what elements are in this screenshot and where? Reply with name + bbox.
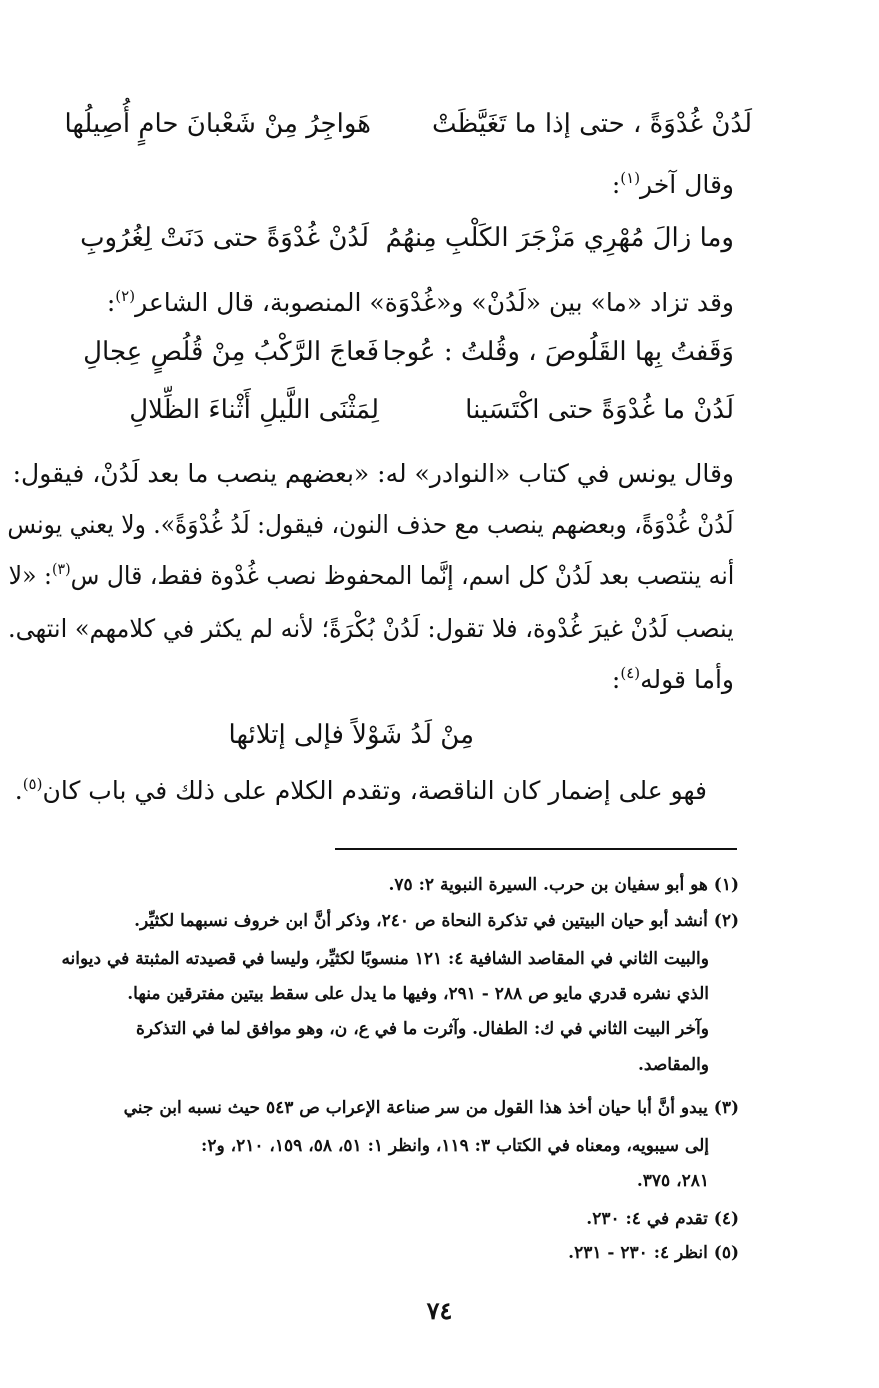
para-line-2: لَدُنْ غُدْوَةً، وبعضهم ينصب مع حذف النون، فيقول: لَدُ غُدْوَةً». ولا يعني يونس <box>7 510 734 539</box>
para-line-5-colon: : <box>611 665 621 694</box>
page-number: ٧٤ <box>426 1296 453 1325</box>
footnote-3: (٣) يبدو أنَّ أبا حيان أخذ هذا القول من سر صناعة الإعراب ص ٥٤٣ حيث نسبه ابن جني <box>123 1098 739 1118</box>
intro-2-colon: : <box>611 170 621 199</box>
para-line-4: ينصب لَدُنْ غيرَ غُدْوة، فلا تقول: لَدُنْ بُكْرَةً؛ لأنه لم يكثر في كلامهم» انتهى. <box>8 614 734 643</box>
footnote-3-line-2: إلى سيبويه، ومعناه في الكتاب ٣: ١١٩، وانظر ١: ٥١، ٥٨، ١٥٩، ٢١٠، و٢: <box>201 1136 709 1156</box>
verse-4: مِنْ لَدُ شَوْلاً فإلى إتلائها <box>228 720 474 750</box>
footnote-2-line-5: والمقاصد. <box>638 1055 709 1075</box>
intro-3-colon: : <box>106 288 116 317</box>
verse-1 <box>0 104 879 144</box>
footnote-5: (٥) انظر ٤: ٢٣٠ - ٢٣١. <box>568 1243 739 1263</box>
verse-3b <box>0 390 879 430</box>
verse-2-right-hemistich: وما زالَ مُهْرِي مَزْجَرَ الكَلْبِ مِنهُمُ <box>385 223 734 253</box>
footnote-ref-4: (٤) <box>620 664 641 682</box>
intro-line-3 <box>107 286 734 320</box>
intro-3-text: وقد تزاد «ما» بين «لَدُنْ» و«غُدْوَة» المنصوبة، قال الشاعر <box>135 288 734 317</box>
footnote-ref-5: (٥) <box>22 775 43 793</box>
conclusion-period: . <box>14 776 23 805</box>
verse-3a-right-hemistich: وَقَفتُ بِها القَلُوصَ ، وقُلتُ : عُوجا <box>382 337 734 367</box>
footnote-4: (٤) تقدم في ٤: ٢٣٠. <box>586 1209 739 1229</box>
footnote-2-line-3: الذي نشره قدري مايو ص ٢٨٨ - ٢٩١، وفيها ما يدل على سقط بيتين مفترقين منها. <box>127 984 709 1004</box>
para-line-1: وقال يونس في كتاب «النوادر» له: «بعضهم ينصب ما بعد لَدُنْ، فيقول: <box>12 459 734 488</box>
footnote-2-line-4: وآخر البيت الثاني في ك: الطفال. وآثرت ما في ع، ن، وهو موافق لما في التذكرة <box>136 1019 709 1039</box>
verse-3a-left-hemistich: فَعاجَ الرَّكْبُ مِنْ قُلُصٍ عِجالِ <box>83 337 379 367</box>
footnote-separator <box>335 848 737 850</box>
para-line-3 <box>8 559 734 593</box>
footnote-ref-2: (٢) <box>115 287 136 305</box>
conclusion-line <box>15 774 707 808</box>
footnote-ref-1: (١) <box>620 169 641 187</box>
verse-3a <box>0 332 879 372</box>
footnote-ref-3: (٣) <box>51 560 71 578</box>
para-line-3-end: : «لا <box>8 561 52 590</box>
verse-3b-left-hemistich: لِمَثْنَى اللَّيلِ أَثْناءَ الظِّلالِ <box>129 395 379 425</box>
conclusion-text: فهو على إضمار كان الناقصة، وتقدم الكلام على ذلك في باب كان <box>42 776 707 805</box>
verse-2-left-hemistich: لَدُنْ غُدْوَةً حتى دَنَتْ لِغُرُوبِ <box>80 223 369 253</box>
footnote-1: (١) هو أبو سفيان بن حرب. السيرة النبوية ٢: ٧٥. <box>388 875 739 895</box>
para-line-5 <box>612 663 734 697</box>
verse-1-left-hemistich: هَواجِرُ مِنْ شَعْبانَ حامٍ أُصِيلُها <box>64 109 371 139</box>
verse-1-right-hemistich: لَدُنْ غُدْوَةً ، حتى إذا ما تَغَيَّظَتْ <box>431 109 752 139</box>
intro-line-2 <box>612 168 734 202</box>
para-line-3-text: أنه ينتصب بعد لَدُنْ كل اسم، إنَّما المحفوظ نصب غُدْوة فقط، قال س <box>70 561 735 590</box>
footnote-2: (٢) أنشد أبو حيان البيتين في تذكرة النحاة ص ٢٤٠، وذكر أنَّ ابن خروف نسبهما لكثيِّر. <box>134 911 739 931</box>
footnote-2-line-2: والبيت الثاني في المقاصد الشافية ٤: ١٢١ منسوبًا لكثيِّر، وليسا في قصيدته المثبتة في ديوانه <box>61 949 709 969</box>
footnote-3-line-3: ٢٨١، ٣٧٥. <box>636 1171 709 1191</box>
verse-2 <box>0 218 879 258</box>
verse-3b-right-hemistich: لَدُنْ ما غُدْوَةً حتى اكْتَسَينا <box>465 395 734 425</box>
intro-2-text: وقال آخر <box>640 170 734 199</box>
para-line-5-text: وأما قوله <box>640 665 734 694</box>
